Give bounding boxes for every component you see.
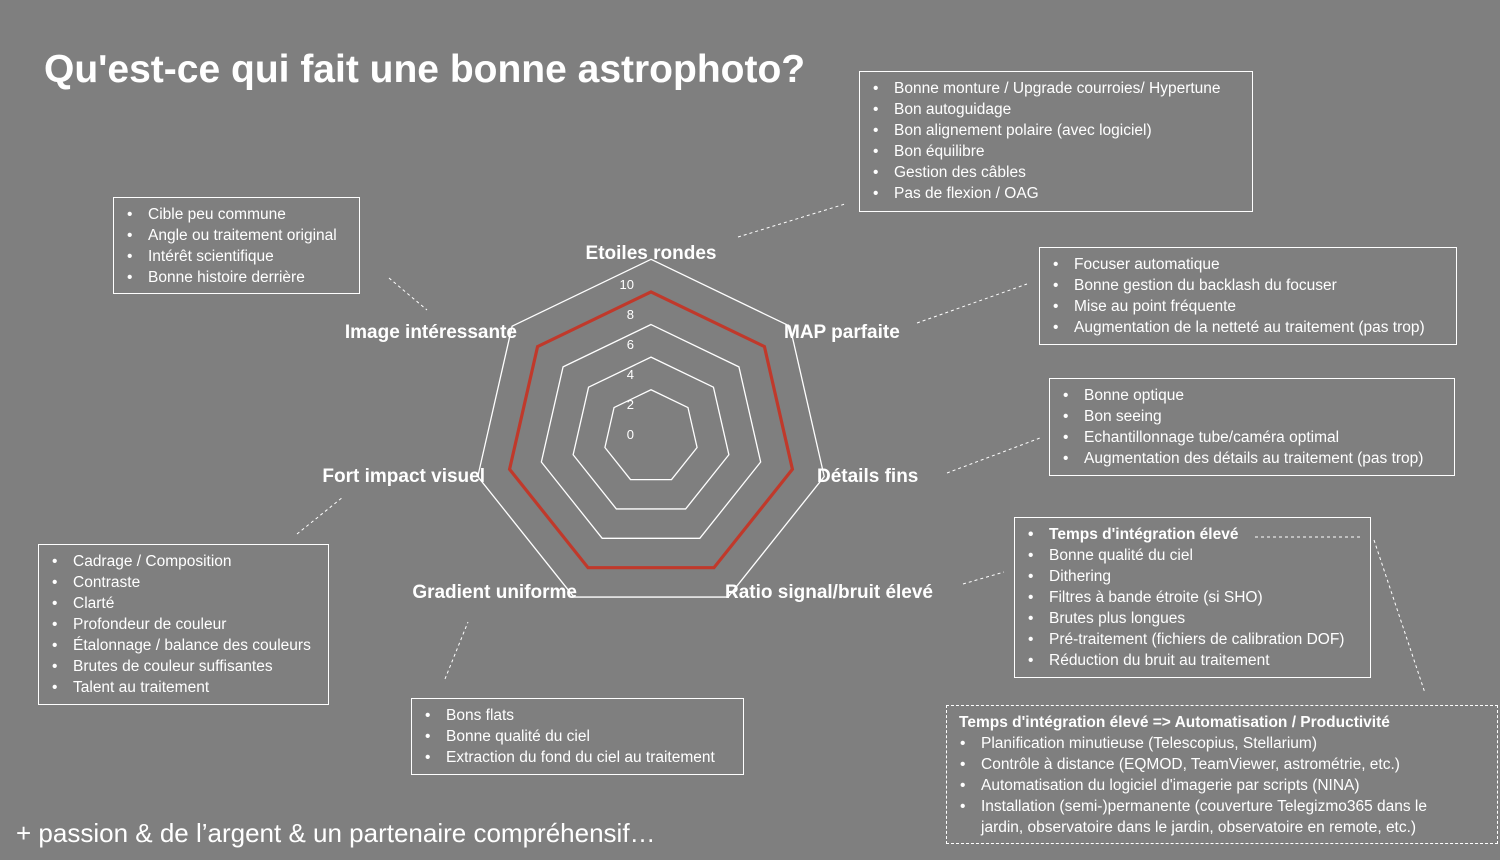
box-gradient — [411, 698, 744, 775]
list-item: • Bon alignement polaire (avec logiciel) — [872, 120, 1242, 141]
list-item-continuation: jardin, observatoire dans le jardin, observatoire en remote, etc.) — [981, 819, 1417, 836]
list-item: • Installation (semi-)permanente (couverture Telegizmo365 dans le — [959, 796, 1487, 817]
grid-ring — [573, 357, 729, 509]
grid-ring — [510, 292, 793, 568]
axis-label: MAP parfaite — [784, 322, 900, 343]
list-item-highlight: • Temps d'intégration élevé — [1027, 524, 1360, 545]
list-item: • Talent au traitement — [51, 677, 318, 698]
list-item: • Intérêt scientifique — [126, 246, 349, 267]
tick-label: 4 — [626, 367, 634, 383]
automation-heading: Temps d'intégration élevé => Automatisation / Productivité — [959, 714, 1390, 731]
list-item: • Echantillonnage tube/caméra optimal — [1062, 427, 1444, 448]
list-item: • Clarté — [51, 593, 318, 614]
connector-line — [445, 622, 468, 679]
list-item: • Augmentation des détails au traitement (pas trop) — [1062, 448, 1444, 469]
list-item: • Bon seeing — [1062, 406, 1444, 427]
list-item: • Bons flats — [424, 705, 733, 726]
connector-line — [297, 497, 343, 534]
tick-label: 8 — [626, 307, 634, 323]
connector-line — [738, 204, 845, 237]
radar-axis-labels — [322, 243, 933, 603]
connector-line — [947, 438, 1040, 473]
box-image — [113, 197, 360, 294]
list-item: • Bonne qualité du ciel — [1027, 545, 1360, 566]
page-title: Qu'est-ce qui fait une bonne astrophoto? — [44, 48, 806, 91]
list-item: • Contrôle à distance (EQMOD, TeamViewer, astrométrie, etc.) — [959, 754, 1487, 775]
list-item: • Bonne histoire derrière — [126, 267, 349, 288]
axis-label: Ratio signal/bruit élevé — [725, 582, 933, 603]
list-item: • Brutes de couleur suffisantes — [51, 656, 318, 677]
axis-label: Image intéressante — [344, 322, 517, 343]
list-item: • Pré-traitement (fichiers de calibration DOF) — [1027, 629, 1360, 650]
list-item: • Focuser automatique — [1052, 254, 1446, 275]
list-item: • Planification minutieuse (Telescopius, Stellarium) — [959, 733, 1487, 754]
box-map — [1039, 247, 1457, 345]
grid-ring — [605, 390, 697, 480]
axis-label: Fort impact visuel — [322, 466, 485, 487]
list-item: • Bon autoguidage — [872, 99, 1242, 120]
list-item: • Réduction du bruit au traitement — [1027, 650, 1360, 671]
radar-grid — [478, 259, 824, 597]
list-item: • Extraction du fond du ciel au traitement — [424, 747, 733, 768]
list-item: • Bonne optique — [1062, 385, 1444, 406]
radar-series — [510, 292, 793, 568]
list-item: • Filtres à bande étroite (si SHO) — [1027, 587, 1360, 608]
list-item: • Angle ou traitement original — [126, 225, 349, 246]
list-item: • Profondeur de couleur — [51, 614, 318, 635]
box-impact — [38, 544, 329, 705]
list-item: • Dithering — [1027, 566, 1360, 587]
connector-line — [917, 284, 1027, 323]
list-item: • Mise au point fréquente — [1052, 296, 1446, 317]
footer-text: + passion & de l’argent & un partenaire compréhensif… — [16, 818, 656, 848]
list-item: • Bonne monture / Upgrade courroies/ Hypertune — [872, 78, 1242, 99]
axis-label: Gradient uniforme — [412, 582, 577, 603]
box-automation — [946, 705, 1498, 844]
list-item: • Bon équilibre — [872, 141, 1242, 162]
list-item: • Pas de flexion / OAG — [872, 183, 1242, 204]
tick-label: 0 — [626, 427, 634, 442]
list-item: • Cadrage / Composition — [51, 551, 318, 572]
connector-line — [1374, 540, 1425, 693]
tick-label: 2 — [626, 397, 634, 413]
axis-label: Etoiles rondes — [585, 243, 717, 264]
list-item: • Bonne qualité du ciel — [424, 726, 733, 747]
list-item: • Brutes plus longues — [1027, 608, 1360, 629]
series-line — [510, 292, 793, 568]
tick-label: 6 — [626, 337, 634, 353]
box-details — [1049, 378, 1455, 476]
list-item: • Contraste — [51, 572, 318, 593]
list-item: • Automatisation du logiciel d'imagerie par scripts (NINA) — [959, 775, 1487, 796]
list-item: • Augmentation de la netteté au traitement (pas trop) — [1052, 317, 1446, 338]
connector-line — [963, 572, 1004, 584]
list-item: • Cible peu commune — [126, 204, 349, 225]
list-item: • Gestion des câbles — [872, 162, 1242, 183]
grid-ring — [478, 259, 824, 597]
box-etoiles — [859, 71, 1253, 212]
connector-line — [389, 278, 427, 310]
tick-label: 10 — [619, 277, 634, 293]
axis-label: Détails fins — [817, 466, 919, 487]
list-item: • Étalonnage / balance des couleurs — [51, 635, 318, 656]
list-item: • Bonne gestion du backlash du focuser — [1052, 275, 1446, 296]
box-ratio — [1014, 517, 1371, 678]
